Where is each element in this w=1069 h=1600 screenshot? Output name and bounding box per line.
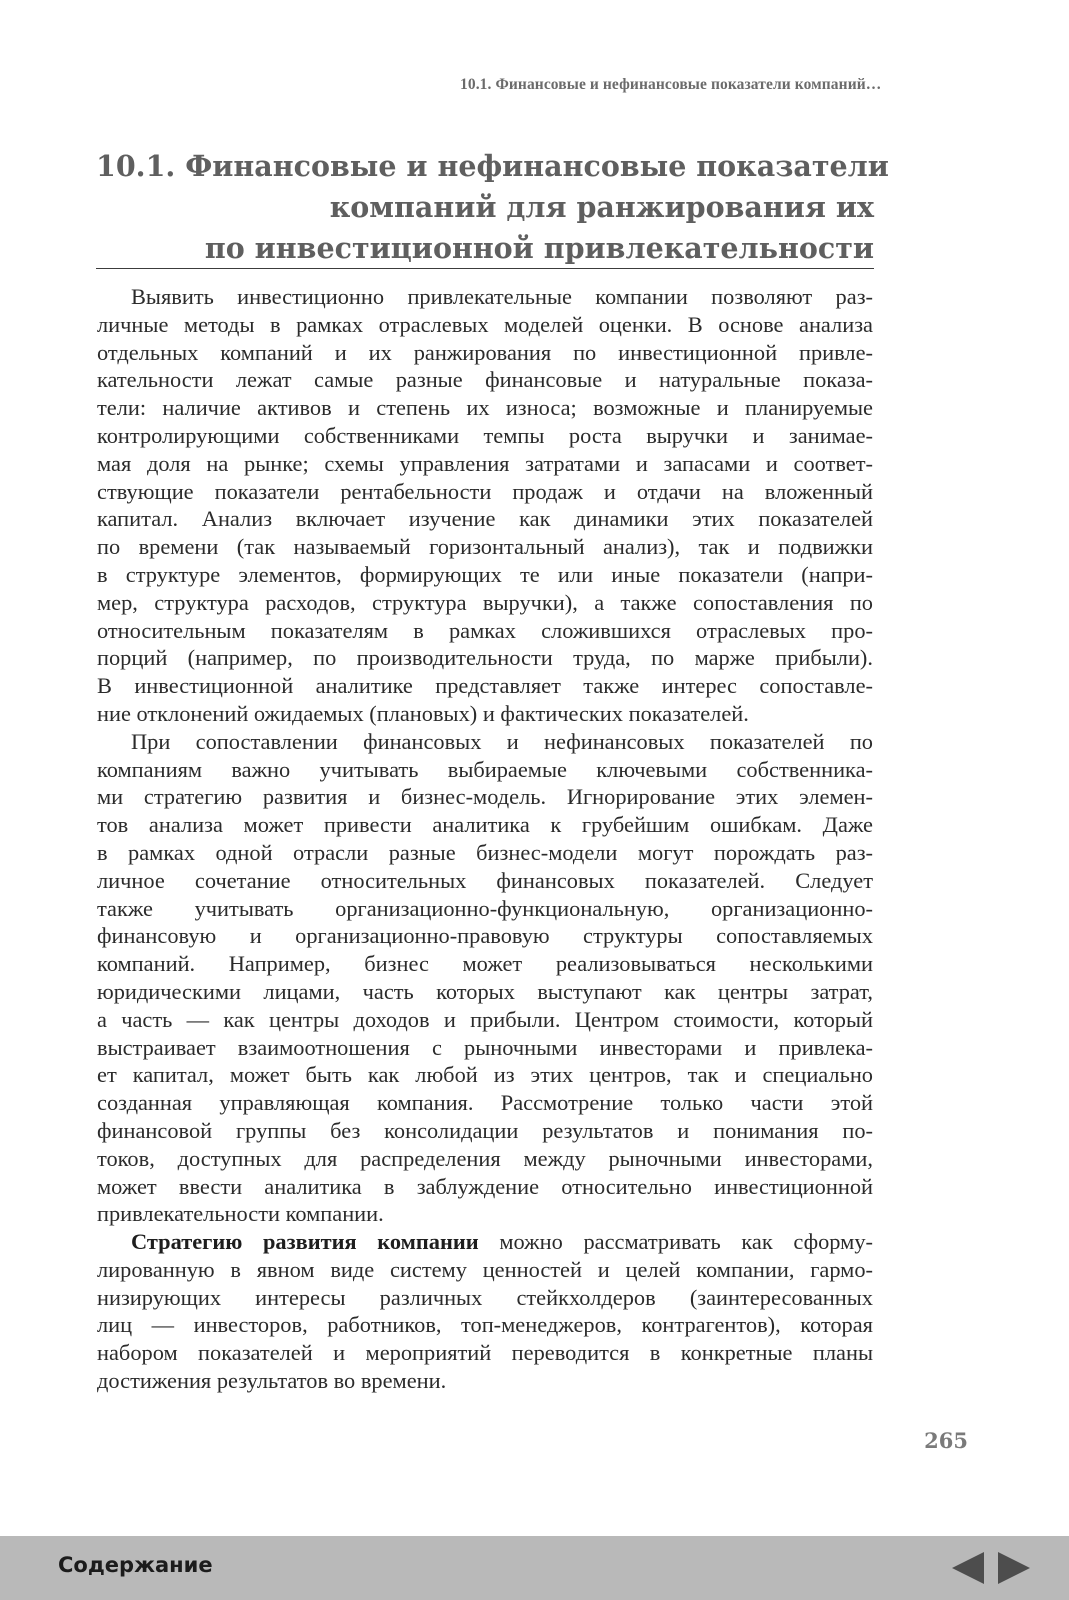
text-line: ет капитал, может быть как любой из этих центров, так и специально — [97, 1062, 873, 1088]
text-line: лиц — инвесторов, работников, топ-менеджеров, контрагентов), которая — [97, 1312, 873, 1338]
text-line: ми стратегию развития и бизнес-модель. Игнорирование этих элемен- — [97, 784, 873, 810]
text-fragment: можно рассматривать как сформу- — [499, 1229, 873, 1255]
text-line: ние отклонений ожидаемых (плановых) и фактических показателей. — [97, 700, 749, 726]
footer-bar — [0, 1536, 1069, 1600]
text-line: капитал. Анализ включает изучение как динамики этих показателей — [97, 506, 873, 532]
text-line: личное сочетание относительных финансовых показателей. Следует — [97, 867, 873, 893]
text-line: также учитывать организационно-функциональную, организационно- — [97, 895, 873, 921]
heading-rule — [96, 268, 874, 269]
prev-page-icon[interactable] — [952, 1552, 984, 1584]
text-line: отдельных компаний и их ранжирования по инвестиционной привле- — [97, 339, 873, 365]
text-line: мая доля на рынке; схемы управления затратами и запасами и соответ- — [97, 450, 873, 476]
text-line: личные методы в рамках отраслевых моделей оценки. В основе анализа — [97, 311, 873, 337]
heading-line: по инвестиционной привлекательности — [204, 231, 874, 265]
next-page-icon[interactable] — [998, 1552, 1030, 1584]
text-line: тели: наличие активов и степень их износа; возможные и планируемые — [97, 395, 873, 421]
text-line: контролирующими собственниками темпы роста выручки и занимае- — [97, 422, 873, 448]
section-heading — [96, 146, 889, 269]
text-line: юридическими лицами, часть которых выступают как центры затрат, — [97, 978, 873, 1004]
heading-line: 10.1. Финансовые и нефинансовые показатели — [96, 149, 889, 183]
text-line: лированную в явном виде систему ценностей и целей компании, гармо- — [97, 1256, 873, 1282]
toc-link[interactable]: Содержание — [58, 1553, 213, 1577]
text-line: мер, структура расходов, структура выручки), а также сопоставления по — [97, 589, 873, 615]
text-line: При сопоставлении финансовых и нефинансовых показателей по — [131, 728, 873, 754]
text-line: привлекательности компании. — [97, 1201, 384, 1227]
text-line: финансовой группы без консолидации результатов и понимания по- — [97, 1117, 873, 1143]
term-strategy: Стратегию развития компании — [131, 1229, 479, 1255]
text-line: может ввести аналитика в заблуждение относительно инвестиционной — [97, 1173, 873, 1199]
text-line: в структуре элементов, формирующих те или иные показатели (напри- — [97, 561, 873, 587]
text-line: тов анализа может привести аналитика к грубейшим ошибкам. Даже — [97, 812, 873, 838]
text-line: кательности лежат самые разные финансовые и натуральные показа- — [97, 367, 873, 393]
text-line — [97, 1228, 873, 1256]
text-line: В инвестиционной аналитике представляет также интерес сопоставле- — [97, 673, 873, 699]
body-text — [97, 283, 873, 1395]
text-line: токов, доступных для распределения между рыночными инвесторами, — [97, 1145, 873, 1171]
text-line: ствующие показатели рентабельности продаж и отдачи на вложенный — [97, 478, 873, 504]
text-line: созданная управляющая компания. Рассмотрение только части этой — [97, 1090, 873, 1116]
text-line: низирующих интересы различных стейкхолдеров (заинтересованных — [97, 1284, 873, 1310]
text-line: набором показателей и мероприятий переводится в конкретные планы — [97, 1340, 873, 1366]
text-line: относительным показателям в рамках сложившихся отраслевых про- — [97, 617, 873, 643]
text-line: достижения результатов во времени. — [97, 1368, 447, 1394]
running-header: 10.1. Финансовые и нефинансовые показатели компаний… — [460, 76, 882, 93]
text-line: финансовую и организационно-правовую структуры сопоставляемых — [97, 923, 873, 949]
text-line: в рамках одной отрасли разные бизнес-модели могут порождать раз- — [97, 839, 873, 865]
heading-line: компаний для ранжирования их — [329, 190, 874, 224]
text-line: порций (например, по производительности труда, по марже прибыли). — [97, 645, 873, 671]
text-line: компаний. Например, бизнес может реализовываться несколькими — [97, 951, 873, 977]
text-line: Выявить инвестиционно привлекательные компании позволяют раз- — [131, 284, 873, 309]
page-number: 265 — [924, 1428, 968, 1453]
text-line: по времени (так называемый горизонтальный анализ), так и подвижки — [97, 534, 873, 560]
text-line: компаниям важно учитывать выбираемые ключевыми собственника- — [97, 756, 873, 782]
text-line: выстраивает взаимоотношения с рыночными инвесторами и привлека- — [97, 1034, 873, 1060]
text-line: а часть — как центры доходов и прибыли. Центром стоимости, который — [97, 1006, 873, 1032]
